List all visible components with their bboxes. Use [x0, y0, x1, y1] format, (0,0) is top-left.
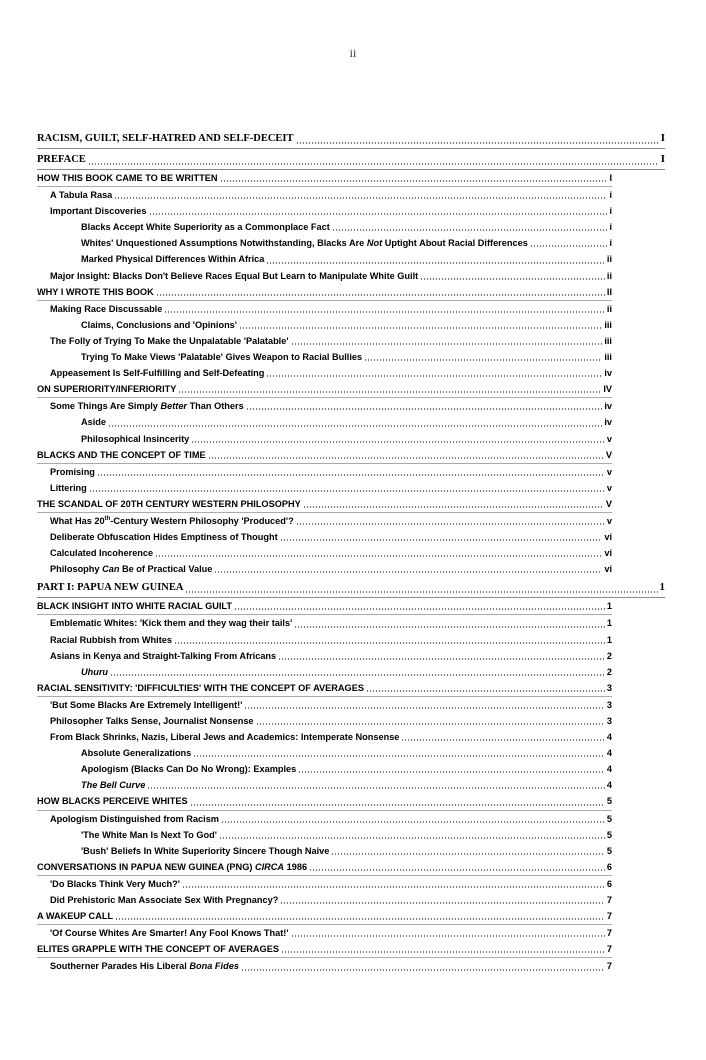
toc-entry-page: i — [609, 190, 612, 201]
toc-entry-page: I — [609, 173, 612, 183]
toc-entry[interactable] — [37, 876, 612, 892]
toc-entry-page: i — [609, 206, 612, 217]
dot-leader — [191, 441, 605, 443]
toc-entry[interactable] — [37, 827, 612, 843]
toc-entry-page: I — [660, 153, 665, 165]
dot-leader — [332, 229, 608, 231]
dot-leader — [364, 359, 602, 361]
toc-entry-title: PREFACE — [37, 154, 86, 165]
toc-entry-title: Blacks Accept White Superiority as a Commonplace Fact — [81, 222, 330, 233]
toc-entry[interactable] — [37, 170, 612, 187]
toc-entry[interactable] — [37, 632, 612, 648]
toc-entry[interactable] — [37, 128, 665, 149]
toc-entry-title: Emblematic Whites: 'Kick them and they wag their tails' — [50, 618, 293, 629]
dot-leader — [266, 375, 602, 377]
toc-entry-title: BLACKS AND THE CONCEPT OF TIME — [37, 449, 206, 460]
toc-entry-page: 5 — [606, 829, 612, 840]
toc-entry-page: iv — [604, 417, 612, 428]
toc-entry[interactable] — [37, 235, 612, 251]
toc-entry-page: 5 — [606, 813, 612, 824]
toc-entry-title: CONVERSATIONS IN PAPUA NEW GUINEA (PNG) CIRCA 1986 — [37, 861, 308, 872]
toc-entry[interactable] — [37, 545, 612, 561]
dot-leader — [174, 642, 605, 644]
dot-leader — [220, 180, 608, 182]
dot-leader — [241, 969, 605, 971]
dot-leader — [401, 739, 604, 741]
toc-entry-page: v — [606, 515, 612, 526]
toc-entry-title: RACISM, GUILT, SELF-HATRED AND SELF-DECEIT — [37, 133, 294, 144]
toc-entry-title: Trying To Make Views 'Palatable' Gives Weapon to Racial Bullies — [81, 352, 363, 363]
toc-entry[interactable] — [37, 365, 612, 381]
toc-entry-page: II — [606, 286, 612, 297]
toc-entry-title: Southerner Parades His Liberal Bona Fides — [50, 961, 239, 972]
toc-entry-page: V — [605, 498, 612, 509]
toc-entry-title: Philosophy Can Be of Practical Value — [50, 564, 213, 575]
toc-entry-title: Aside — [81, 417, 107, 428]
dot-leader — [221, 821, 605, 823]
toc-entry[interactable] — [37, 664, 612, 680]
dot-leader — [246, 408, 603, 410]
toc-entry[interactable] — [37, 761, 612, 777]
toc-entry[interactable] — [37, 349, 612, 365]
toc-entry[interactable] — [37, 251, 612, 267]
dot-leader — [309, 869, 605, 871]
dot-leader — [97, 474, 605, 476]
toc-entry-page: i — [609, 222, 612, 233]
toc-entry-title: Absolute Generalizations — [81, 748, 192, 759]
toc-entry-title: 'Bush' Beliefs In White Superiority Sincere Though Naive — [81, 845, 330, 856]
toc-entry-page: 3 — [606, 699, 612, 710]
toc-entry-page: vi — [604, 548, 612, 559]
toc-entry-title: Marked Physical Differences Within Africa — [81, 254, 265, 265]
toc-entry-page: 4 — [606, 748, 612, 759]
toc-entry-title: WHY I WROTE THIS BOOK — [37, 286, 154, 297]
toc-entry-page: i — [609, 238, 612, 249]
toc-entry-title: Whites' Unquestioned Assumptions Notwithstanding, Blacks Are Not Uptight About Racial Differences — [81, 238, 528, 249]
dot-leader — [149, 213, 608, 215]
toc-entry-title: HOW BLACKS PERCEIVE WHITES — [37, 796, 188, 807]
toc-entry[interactable] — [37, 892, 612, 908]
toc-entry-page: 5 — [606, 845, 612, 856]
toc-entry[interactable] — [37, 447, 612, 464]
toc-entry[interactable] — [37, 219, 612, 235]
toc-entry[interactable] — [37, 697, 612, 713]
toc-entry-page: 6 — [606, 878, 612, 889]
toc-entry-page: 4 — [606, 732, 612, 743]
toc-entry-page: 1 — [606, 601, 612, 612]
dot-leader — [291, 343, 603, 345]
dot-leader — [530, 245, 608, 247]
dot-leader — [296, 523, 605, 525]
toc-entry-page: 1 — [606, 634, 612, 645]
toc-entry-title: Important Discoveries — [50, 206, 147, 217]
toc-entry[interactable] — [37, 284, 612, 301]
toc-entry-page: 3 — [606, 716, 612, 726]
table-of-contents — [37, 128, 665, 975]
toc-entry[interactable] — [37, 149, 665, 170]
toc-entry-page: iii — [604, 319, 612, 330]
toc-entry[interactable] — [37, 598, 612, 615]
dot-leader — [256, 723, 605, 725]
toc-entry[interactable] — [37, 925, 612, 941]
dot-leader — [115, 918, 605, 920]
toc-entry-page: v — [606, 466, 612, 477]
dot-leader — [193, 755, 605, 757]
toc-entry-title: BLACK INSIGHT INTO WHITE RACIAL GUILT — [37, 601, 232, 612]
toc-entry-title: Apologism (Blacks Can Do No Wrong): Examples — [81, 764, 297, 775]
toc-entry[interactable] — [37, 793, 612, 810]
toc-entry-page: ii — [606, 270, 612, 281]
toc-entry-page: vi — [604, 564, 612, 575]
dot-leader — [266, 262, 605, 264]
toc-entry-title: Uhuru — [81, 666, 109, 677]
toc-entry[interactable] — [37, 811, 612, 827]
dot-leader — [182, 886, 605, 888]
toc-entry-page: 7 — [606, 895, 612, 906]
toc-entry-title: Racial Rubbish from Whites — [50, 634, 173, 645]
dot-leader — [110, 674, 605, 676]
dot-leader — [164, 311, 605, 313]
toc-entry-title: Claims, Conclusions and 'Opinions' — [81, 319, 237, 330]
toc-entry-title: Appeasement Is Self-Fulfilling and Self-Defeating — [50, 368, 265, 379]
dot-leader — [298, 771, 605, 773]
toc-entry-title: ON SUPERIORITY/INFERIORITY — [37, 384, 177, 395]
dot-leader — [280, 902, 605, 904]
dot-leader — [234, 608, 605, 610]
toc-entry-title: A Tabula Rasa — [50, 190, 113, 201]
dot-leader — [147, 787, 605, 789]
toc-entry-title: Making Race Discussable — [50, 303, 163, 314]
dot-leader — [294, 626, 605, 628]
dot-leader — [219, 837, 605, 839]
dot-leader — [108, 425, 602, 427]
toc-entry[interactable] — [37, 480, 612, 496]
toc-entry-page: iii — [604, 335, 612, 346]
toc-entry-title: HOW THIS BOOK CAME TO BE WRITTEN — [37, 173, 218, 183]
dot-leader — [420, 278, 605, 280]
dot-leader — [291, 935, 605, 937]
toc-entry[interactable] — [37, 203, 612, 219]
dot-leader — [331, 853, 604, 855]
toc-entry-title: Asians in Kenya and Straight-Talking From Africans — [50, 650, 277, 661]
toc-entry[interactable] — [37, 381, 612, 398]
toc-entry[interactable] — [37, 648, 612, 664]
dot-leader — [278, 658, 605, 660]
toc-entry-title: Littering — [50, 482, 87, 493]
toc-entry-title: 'Do Blacks Think Very Much?' — [50, 878, 180, 889]
toc-entry-page: 6 — [606, 861, 612, 872]
toc-entry[interactable] — [37, 745, 612, 761]
toc-entry-title: What Has 20th-Century Western Philosophy 'Produced'? — [50, 515, 294, 526]
toc-entry[interactable] — [37, 301, 612, 317]
toc-entry-page: 2 — [606, 666, 612, 677]
toc-entry[interactable] — [37, 577, 665, 598]
dot-leader — [303, 506, 604, 508]
toc-entry[interactable] — [37, 333, 612, 349]
toc-entry-page: v — [606, 482, 612, 493]
dot-leader — [88, 163, 659, 165]
toc-entry-page: vi — [604, 532, 612, 543]
toc-entry-page: iv — [604, 401, 612, 412]
dot-leader — [155, 555, 602, 557]
toc-entry[interactable] — [37, 268, 612, 284]
toc-entry-title: The Bell Curve — [81, 780, 146, 791]
toc-entry[interactable] — [37, 615, 612, 631]
dot-leader — [190, 804, 605, 806]
toc-entry-page: iii — [604, 352, 612, 363]
toc-entry[interactable] — [37, 859, 612, 876]
toc-entry-page: 5 — [606, 796, 612, 807]
toc-entry-title: PART I: PAPUA NEW GUINEA — [37, 582, 184, 594]
toc-entry-title: 'Of Course Whites Are Smarter! Any Fool Knows That!' — [50, 928, 289, 939]
dot-leader — [239, 327, 602, 329]
toc-entry[interactable] — [37, 941, 612, 958]
toc-entry-title: THE SCANDAL OF 20TH CENTURY WESTERN PHILOSOPHY — [37, 498, 301, 509]
toc-entry-page: V — [605, 449, 612, 460]
toc-entry[interactable] — [37, 680, 612, 697]
dot-leader — [185, 591, 657, 593]
toc-entry[interactable] — [37, 713, 612, 729]
toc-entry-title: The Folly of Trying To Make the Unpalatable 'Palatable' — [50, 335, 289, 346]
dot-leader — [280, 539, 603, 541]
toc-entry[interactable] — [37, 398, 612, 414]
toc-entry-title: Calculated Incoherence — [50, 548, 154, 559]
toc-entry[interactable] — [37, 561, 612, 577]
page-number: ii — [349, 46, 357, 60]
dot-leader — [208, 457, 604, 459]
toc-entry[interactable] — [37, 958, 612, 974]
dot-leader — [89, 490, 605, 492]
toc-entry-page: 7 — [606, 911, 612, 922]
toc-entry-page: 2 — [606, 650, 612, 661]
toc-entry-title: ELITES GRAPPLE WITH THE CONCEPT OF AVERAGES — [37, 944, 279, 955]
toc-entry[interactable] — [37, 843, 612, 859]
dot-leader — [214, 571, 602, 573]
toc-entry[interactable] — [37, 777, 612, 793]
toc-entry-title: Philosophical Insincerity — [81, 433, 190, 444]
toc-entry-page: 1 — [606, 618, 612, 629]
toc-entry-title: Major Insight: Blacks Don't Believe Races Equal But Learn to Manipulate White Guilt — [50, 270, 419, 281]
toc-entry-page: 4 — [606, 780, 612, 791]
toc-entry-title: From Black Shrinks, Nazis, Liberal Jews and Academics: Intemperate Nonsense — [50, 732, 400, 743]
toc-entry-page: 3 — [606, 682, 612, 693]
toc-entry[interactable] — [37, 729, 612, 745]
toc-entry-title: Philosopher Talks Sense, Journalist Nonsense — [50, 716, 254, 726]
toc-entry[interactable] — [37, 529, 612, 545]
toc-entry-page: IV — [603, 384, 612, 395]
toc-entry[interactable] — [37, 317, 612, 333]
toc-entry-title: A WAKEUP CALL — [37, 911, 114, 922]
dot-leader — [178, 391, 601, 393]
toc-entry[interactable] — [37, 513, 612, 529]
toc-entry-page: I — [660, 132, 665, 144]
toc-entry-title: Some Things Are Simply Better Than Others — [50, 401, 244, 412]
toc-entry[interactable] — [37, 496, 612, 513]
dot-leader — [156, 294, 605, 296]
toc-entry-page: 7 — [606, 928, 612, 939]
toc-entry-page: 7 — [606, 961, 612, 972]
toc-entry[interactable] — [37, 908, 612, 925]
toc-entry-title: Apologism Distinguished from Racism — [50, 813, 219, 824]
toc-entry-title: RACIAL SENSITIVITY: 'DIFFICULTIES' WITH THE CONCEPT OF AVERAGES — [37, 682, 364, 693]
toc-entry-title: Promising — [50, 466, 95, 477]
toc-entry-page: 1 — [659, 581, 665, 594]
toc-entry[interactable] — [37, 464, 612, 480]
dot-leader — [366, 690, 605, 692]
toc-entry-page: iv — [604, 368, 612, 379]
toc-entry-title: 'But Some Blacks Are Extremely Intelligent!' — [50, 699, 243, 710]
toc-entry-title: 'The White Man Is Next To God' — [81, 829, 217, 840]
dot-leader — [114, 197, 607, 199]
toc-entry-title: Did Prehistoric Man Associate Sex With Pregnancy? — [50, 895, 279, 906]
toc-entry-page: ii — [606, 254, 612, 265]
toc-entry-page: v — [606, 433, 612, 444]
toc-entry-page: 4 — [606, 764, 612, 775]
dot-leader — [244, 707, 604, 709]
toc-entry-title: Deliberate Obfuscation Hides Emptiness of Thought — [50, 532, 278, 543]
toc-entry-page: 7 — [606, 944, 612, 955]
toc-entry[interactable] — [37, 431, 612, 447]
dot-leader — [281, 951, 605, 953]
toc-entry[interactable] — [37, 187, 612, 203]
dot-leader — [296, 142, 659, 144]
toc-entry[interactable] — [37, 414, 612, 430]
toc-entry-page: ii — [606, 303, 612, 314]
